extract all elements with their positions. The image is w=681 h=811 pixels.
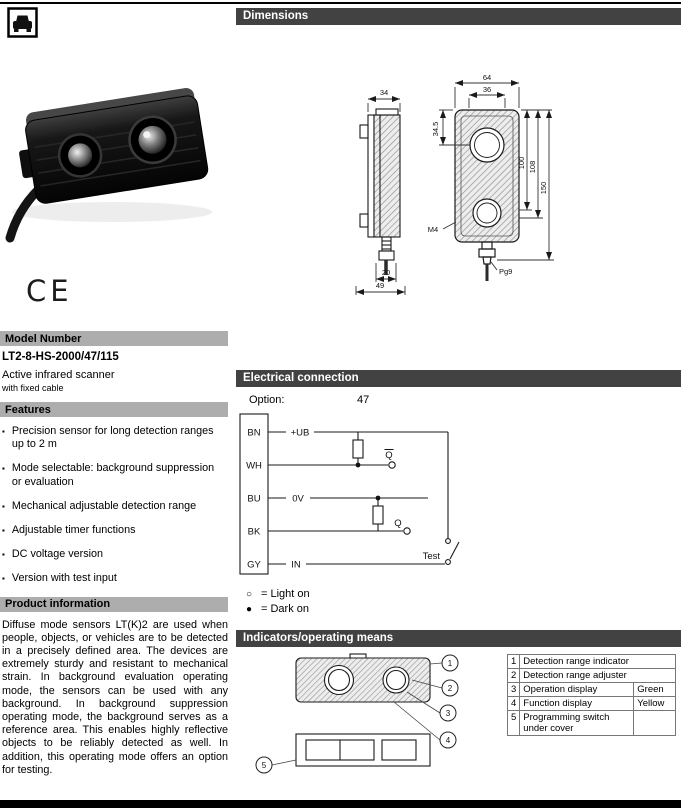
- test-label: Test: [422, 551, 440, 562]
- callout-5: 5: [261, 760, 267, 770]
- dimensions-section: [236, 25, 681, 362]
- table-row: [508, 697, 676, 711]
- legend-dark-text: = Dark on: [261, 603, 309, 615]
- left-column: [0, 331, 228, 777]
- model-variant: with fixed cable: [2, 383, 64, 393]
- callout-4: 4: [445, 735, 451, 745]
- bullet-icon: ▪: [2, 464, 5, 474]
- features-header: Features: [0, 402, 228, 417]
- side-view: [360, 109, 400, 275]
- feature-text: Version with test input: [11, 572, 117, 585]
- terminal-0v-label: 0V: [292, 493, 304, 505]
- table-row: [508, 669, 676, 683]
- product-photo: [2, 40, 226, 247]
- indicators-table: [507, 654, 676, 736]
- ce-mark: CE: [26, 274, 73, 308]
- dim-m4-label: M4: [427, 225, 439, 234]
- electrical-section: [236, 387, 681, 624]
- dim-34-5-label: 34.5: [431, 121, 440, 137]
- dimension-drawing: [236, 25, 681, 362]
- right-column: [236, 8, 681, 799]
- indicator-number: 3: [508, 683, 520, 697]
- product-info-text: Diffuse mode sensors LT(K)2 are used when people, objects, or vehicles are to be detected in a precisely defined area. The devices are extremely sturdy and resistant to mechanical strain. In background evaluation operating mode, the sensors can be used with any background. In background suppression operating mode, the background serves as a reference area. This enables highly reflective objects to be reliably detected as well. In addition, this operating mode offers an option for testing.: [2, 618, 228, 776]
- indicator-number: 4: [508, 697, 520, 711]
- dim-pg9-label: Pg9: [499, 267, 513, 276]
- output-q-inverted-label: Q: [385, 450, 393, 461]
- legend-dark-on: [246, 602, 310, 617]
- feature-item: [2, 425, 220, 451]
- dim-100-label: 100: [517, 156, 526, 170]
- vehicle-icon: [7, 7, 38, 38]
- feature-item: [2, 462, 220, 488]
- feature-item: [2, 548, 220, 561]
- table-row: [508, 711, 676, 736]
- feature-item: [2, 524, 220, 537]
- dim-64-label: 64: [482, 73, 492, 82]
- dim-150-label: 150: [539, 181, 548, 195]
- feature-text: DC voltage version: [11, 548, 104, 561]
- wire-bu-label: BU: [247, 493, 261, 505]
- dim-36-label: 36: [482, 85, 492, 94]
- feature-text: Adjustable timer functions: [11, 524, 136, 537]
- bullet-icon: ▪: [2, 427, 5, 436]
- indicator-number: 2: [508, 669, 520, 683]
- terminal-in-label: IN: [291, 559, 301, 571]
- feature-text: Mode selectable: background suppression or evaluation: [11, 462, 215, 488]
- option-value: 47: [357, 394, 370, 406]
- legend-light-text: = Light on: [261, 588, 310, 600]
- front-view: [455, 110, 519, 281]
- feature-text: Precision sensor for long detection ranges up to 2 m: [11, 425, 214, 451]
- model-number-header: Model Number: [0, 331, 228, 346]
- product-info-header: Product information: [0, 597, 228, 612]
- option-label: Option:: [249, 394, 285, 406]
- features-list: [2, 425, 228, 586]
- wire-wh-label: WH: [246, 460, 262, 472]
- indicator-number: 5: [508, 711, 520, 736]
- bullet-icon: ▪: [2, 501, 5, 511]
- callout-1: 1: [447, 658, 453, 668]
- dim-49-label: 49: [375, 281, 385, 290]
- feature-item: [2, 572, 220, 585]
- indicator-value: [634, 711, 676, 736]
- indicator-number: 1: [508, 655, 520, 669]
- indicators-drawing: [244, 652, 494, 792]
- indicator-label: Detection range adjuster: [520, 669, 676, 683]
- terminal-ub-label: +UB: [290, 427, 310, 439]
- indicator-label: Programming switch under cover: [520, 711, 634, 736]
- dim-34-label: 34: [379, 88, 389, 97]
- model-type: Active infrared scanner: [2, 369, 115, 381]
- dark-on-icon: ●: [246, 604, 253, 615]
- indicator-label: Detection range indicator: [520, 655, 676, 669]
- footer-bar: [0, 800, 681, 808]
- bullet-icon: ▪: [2, 550, 5, 560]
- dimensions-header: Dimensions: [236, 8, 681, 25]
- indicators-section: [236, 647, 681, 799]
- callout-3: 3: [445, 708, 451, 718]
- feature-text: Mechanical adjustable detection range: [11, 499, 197, 512]
- wire-bk-label: BK: [247, 526, 261, 538]
- indicator-label: Operation display: [520, 683, 634, 697]
- bullet-icon: ▪: [2, 526, 5, 536]
- feature-item: [2, 500, 220, 513]
- electrical-header: Electrical connection: [236, 370, 681, 387]
- indicator-value: Green: [634, 683, 676, 697]
- indicator-label: Function display: [520, 697, 634, 711]
- light-on-icon: ○: [246, 589, 253, 600]
- table-row: [508, 655, 676, 669]
- wire-bn-label: BN: [247, 427, 261, 439]
- top-rule: [0, 2, 681, 4]
- indicator-value: Yellow: [634, 697, 676, 711]
- indicators-header: Indicators/operating means: [236, 630, 681, 647]
- legend-light-on: [246, 587, 310, 602]
- dim-20-label: 20: [381, 268, 391, 277]
- model-number: LT2-8-HS-2000/47/115: [2, 351, 119, 363]
- output-legend: [246, 587, 310, 617]
- wiring-diagram: [238, 410, 468, 585]
- wire-gy-label: GY: [247, 559, 261, 571]
- bullet-icon: ▪: [2, 574, 5, 584]
- output-q-label: Q: [394, 518, 402, 529]
- callout-2: 2: [447, 683, 453, 693]
- table-row: [508, 683, 676, 697]
- dim-108-label: 108: [528, 160, 537, 174]
